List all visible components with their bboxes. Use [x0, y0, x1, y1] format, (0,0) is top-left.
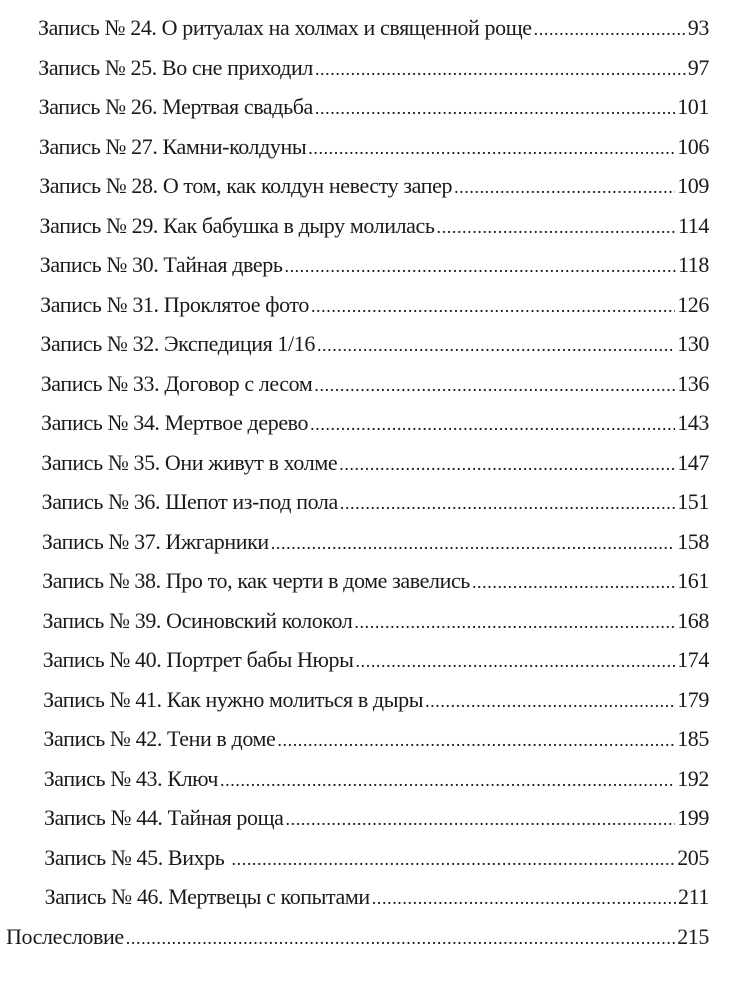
dot-leader [311, 287, 675, 327]
toc-entry-page: 126 [677, 291, 709, 317]
dot-leader [277, 721, 675, 761]
toc-entry-page: 109 [677, 173, 709, 198]
dot-leader [356, 642, 676, 682]
toc-entry-title: Запись № 27. Камни-колдуны [38, 133, 307, 159]
toc-entry-title: Запись № 42. Тени в доме [43, 726, 276, 751]
toc-entry-page: 118 [678, 252, 709, 277]
dot-leader [454, 168, 675, 208]
table-of-contents [0, 8, 747, 956]
toc-entry-page: 151 [677, 489, 709, 514]
toc-entry [0, 206, 747, 246]
toc-entry-page: 192 [677, 765, 709, 791]
toc-entry [0, 87, 747, 127]
toc-entry-page: 205 [677, 844, 709, 870]
toc-entry [0, 245, 747, 285]
toc-entry [0, 443, 747, 483]
dot-leader [271, 524, 675, 564]
toc-entry-title: Запись № 43. Ключ [43, 765, 219, 791]
dot-leader [315, 89, 675, 129]
toc-entry [0, 127, 747, 167]
toc-entry-title: Запись № 33. Договор с лесом [40, 370, 313, 396]
toc-entry [0, 640, 747, 680]
dot-leader [126, 919, 675, 959]
toc-entry-page: 101 [677, 94, 709, 119]
toc-entry-page: 168 [677, 607, 709, 633]
toc-entry [0, 364, 747, 404]
toc-entry [0, 324, 747, 364]
toc-entry-title: Запись № 39. Осиновский колокол [42, 607, 353, 633]
toc-entry-title: Запись № 46. Мертвецы с копытами [44, 884, 370, 909]
toc-entry [0, 48, 747, 88]
toc-entry-page: 130 [677, 331, 709, 356]
toc-entry [0, 719, 747, 759]
toc-entry [0, 482, 747, 522]
toc-entry-page: 215 [677, 923, 709, 949]
toc-entry-title: Запись № 40. Портрет бабы Нюры [42, 647, 354, 672]
toc-entry-title: Запись № 24. О ритуалах на холмах и священной роще [38, 15, 532, 40]
dot-leader [372, 879, 676, 919]
toc-entry [0, 285, 747, 325]
toc-entry-title: Запись № 30. Тайная дверь [39, 252, 283, 277]
toc-entry-title: Запись № 29. Как бабушка в дыру молилась [39, 212, 435, 238]
toc-entry-page: 211 [678, 884, 709, 909]
toc-entry [0, 838, 747, 878]
dot-leader [472, 563, 675, 603]
dot-leader [220, 761, 675, 801]
toc-entry-afterword [0, 917, 747, 957]
dot-leader [425, 682, 675, 722]
toc-entry [0, 877, 747, 917]
dot-leader [314, 366, 675, 406]
dot-leader [340, 484, 675, 524]
toc-entry [0, 8, 747, 48]
toc-entry-page: 106 [677, 133, 709, 159]
toc-entry-page: 114 [678, 212, 709, 238]
dot-leader [315, 50, 686, 90]
dot-leader [437, 208, 676, 248]
toc-entry-title: Запись № 44. Тайная роща [44, 805, 284, 830]
toc-entry-page: 199 [677, 805, 709, 830]
toc-entry [0, 522, 747, 562]
toc-entry-title: Запись № 28. О том, как колдун невесту запер [39, 173, 453, 198]
toc-entry-title: Запись № 34. Мертвое дерево [41, 410, 309, 435]
toc-entry-page: 143 [677, 410, 709, 435]
dot-leader [310, 405, 675, 445]
dot-leader [534, 10, 686, 50]
dot-leader [284, 247, 676, 287]
toc-entry [0, 798, 747, 838]
dot-leader [286, 800, 676, 840]
dot-leader [339, 445, 675, 485]
toc-entry-page: 147 [677, 449, 709, 475]
dot-leader [308, 129, 675, 169]
toc-entry-title: Запись № 35. Они живут в холме [41, 449, 338, 475]
toc-entry-page: 185 [677, 726, 709, 751]
toc-entry-title: Запись № 26. Мертвая свадьба [38, 94, 313, 119]
dot-leader [317, 326, 675, 366]
toc-entry-page: 161 [677, 568, 709, 593]
toc-entry-title: Запись № 37. Ижгарники [41, 528, 269, 554]
toc-entry [0, 403, 747, 443]
toc-entry-title: Запись № 25. Во сне приходил [38, 54, 313, 80]
toc-entry [0, 561, 747, 601]
toc-entry-page: 179 [677, 686, 709, 712]
toc-entry-title: Запись № 36. Шепот из-под пола [41, 489, 338, 514]
toc-entry-page: 97 [687, 54, 709, 80]
toc-entry-title: Запись № 45. Вихрь [44, 844, 230, 870]
toc-entry-page: 93 [687, 15, 709, 40]
toc-entry [0, 166, 747, 206]
toc-entry-title: Запись № 38. Про то, как черти в доме завелись [42, 568, 470, 593]
toc-entry-page: 174 [677, 647, 709, 672]
toc-entry-page: 136 [677, 370, 709, 396]
toc-entry-page: 158 [677, 528, 709, 554]
dot-leader [232, 840, 676, 880]
toc-entry [0, 680, 747, 720]
toc-entry [0, 759, 747, 799]
toc-entry-title: Запись № 41. Как нужно молиться в дыры [43, 686, 424, 712]
dot-leader [354, 603, 675, 643]
toc-entry-title: Послесловие [6, 923, 124, 949]
toc-entry [0, 601, 747, 641]
toc-entry-title: Запись № 31. Проклятое фото [40, 291, 309, 317]
toc-entry-title: Запись № 32. Экспедиция 1/16 [40, 331, 315, 356]
